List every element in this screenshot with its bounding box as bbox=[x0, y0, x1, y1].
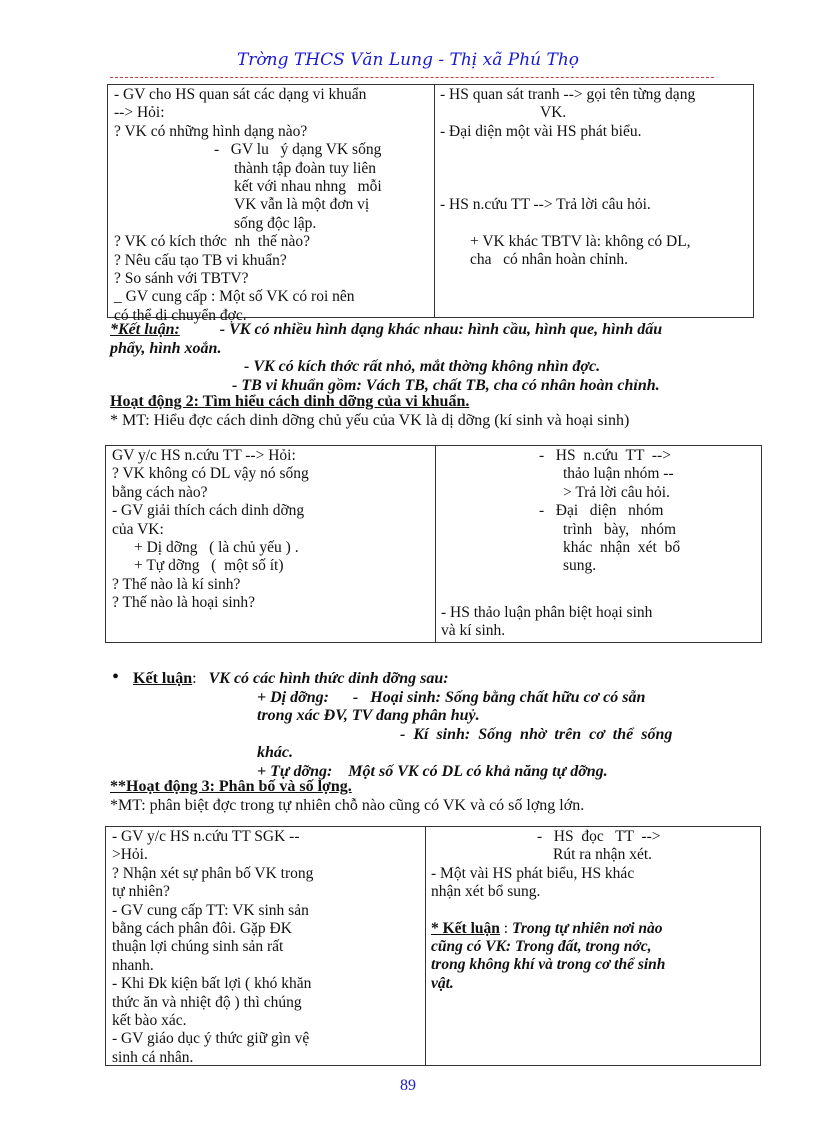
table-line: VK vẫn là một đơn vị bbox=[234, 196, 370, 214]
table-line: ? VK có những hình dạng nào? bbox=[114, 122, 308, 140]
table-line: + Tự dỡng ( một số ít) bbox=[134, 557, 284, 575]
conclusion-line: cũng có VK: Trong đất, trong nớc, bbox=[431, 938, 652, 956]
table-line: ? Thế nào là hoại sinh? bbox=[112, 594, 256, 612]
conclusion-colon: : bbox=[499, 919, 512, 937]
table-line: - GV cho HS quan sát các dạng vi khuẩn bbox=[114, 86, 367, 103]
activity1-table bbox=[107, 84, 754, 324]
conclusion-line: + Tự dỡng: Một số VK có DL có khả năng tự dỡng. bbox=[257, 762, 608, 780]
table-line: nhận xét bổ sung. bbox=[431, 883, 541, 901]
table-line: - GV lu ý dạng VK sống bbox=[214, 141, 382, 159]
table-line: - GV giáo dục ý thức giữ gìn vệ bbox=[112, 1030, 310, 1048]
bullet-icon: • bbox=[112, 666, 120, 688]
table-line: kết bào xác. bbox=[112, 1012, 187, 1030]
page-number: 89 bbox=[400, 1077, 416, 1094]
conclusion-label: Kết luận bbox=[133, 670, 193, 687]
table-line: - HS n.cứu TT --> Trả lời câu hỏi. bbox=[440, 196, 651, 214]
table-line: - Đại diện nhóm bbox=[539, 502, 664, 520]
table-line: thảo luận nhóm -- bbox=[563, 465, 674, 483]
table-line: nhanh. bbox=[112, 956, 154, 974]
table-line: sống độc lập. bbox=[234, 214, 317, 232]
table-line: sung. bbox=[563, 557, 597, 575]
table-line: tự nhiên? bbox=[112, 883, 170, 901]
table-line: - Một vài HS phát biểu, HS khác bbox=[431, 864, 635, 882]
table-line: - HS quan sát tranh --> gọi tên từng dạng bbox=[440, 86, 696, 103]
section-title: Hoạt động 2: Tìm hiểu cách dinh dỡng của vi khuẩn. bbox=[110, 393, 470, 410]
student-column bbox=[435, 446, 763, 642]
table-line: bằng cách nào? bbox=[112, 483, 208, 501]
conclusion-line: + Dị dỡng: - Hoại sinh: Sống bằng chất hữu cơ có sẵn bbox=[257, 688, 646, 706]
conclusion-line: VK có các hình thức dinh dỡng sau: bbox=[208, 670, 449, 687]
table-line: - HS thảo luận phân biệt hoại sinh bbox=[441, 603, 653, 621]
activity2-table bbox=[105, 445, 762, 643]
header-divider bbox=[110, 77, 714, 78]
teacher-column bbox=[108, 85, 434, 324]
conclusion-label: *Kết luận: bbox=[110, 321, 180, 338]
teacher-column bbox=[106, 446, 435, 642]
activity3-table bbox=[105, 826, 761, 1066]
table-line: của VK: bbox=[112, 520, 164, 538]
conclusion-line: phẩy, hình xoắn. bbox=[110, 339, 222, 357]
table-line: và kí sinh. bbox=[441, 622, 506, 640]
table-line: ? Thế nào là kí sinh? bbox=[112, 575, 241, 593]
table-line: + Dị dỡng ( là chủ yếu ) . bbox=[134, 539, 299, 557]
conclusion-line: trong không khí và trong cơ thể sinh bbox=[431, 956, 666, 974]
table-line: - GV giải thích cách dinh dỡng bbox=[112, 502, 305, 520]
conclusion-line: trong xác ĐV, TV đang phân huỷ. bbox=[257, 707, 480, 724]
table-line: - HS n.cứu TT --> bbox=[539, 447, 671, 464]
teacher-column bbox=[106, 827, 425, 1065]
table-line: - Khi Đk kiện bất lợi ( khó khăn bbox=[112, 975, 312, 993]
student-column bbox=[434, 85, 755, 317]
conclusion-line: - TB vi khuẩn gồm: Vách TB, chất TB, cha có nhân hoàn chỉnh. bbox=[232, 376, 660, 394]
table-line: trình bày, nhóm bbox=[563, 520, 677, 538]
conclusion-line: Trong tự nhiên nơi nào bbox=[511, 919, 663, 937]
activity2-heading bbox=[110, 393, 770, 430]
table-line: ? So sánh với TBTV? bbox=[114, 270, 249, 288]
conclusion-line: - Kí sinh: Sống nhờ trên cơ thể sống bbox=[400, 725, 673, 743]
table-line: Rút ra nhận xét. bbox=[553, 846, 653, 864]
table-line: ? VK không có DL vậy nó sống bbox=[112, 465, 309, 483]
conclusion-colon: : bbox=[192, 670, 197, 687]
table-line: - HS đọc TT --> bbox=[537, 828, 661, 845]
page-header: Trờng THCS Văn Lung - Thị xã Phú Thọ bbox=[236, 50, 580, 70]
table-line: thành tập đoàn tuy liên bbox=[234, 159, 377, 177]
conclusion-line: - VK có kích thớc rất nhỏ, mắt thờng không nhìn đợc. bbox=[244, 358, 601, 375]
table-line: thức ăn và nhiệt độ ) thì chúng bbox=[112, 993, 302, 1011]
section-objective: * MT: Hiểu đợc cách dinh dỡng chủ yếu của VK là dị dỡng (kí sinh và hoại sinh) bbox=[110, 411, 630, 429]
conclusion-line: vật. bbox=[431, 974, 454, 992]
table-line: ? Nhận xét sự phân bố VK trong bbox=[112, 864, 314, 882]
table-line: có thể di chuyển đợc. bbox=[114, 306, 247, 324]
table-line: - GV y/c HS n.cứu TT SGK -- bbox=[112, 828, 300, 845]
section-objective: *MT: phân biệt đợc trong tự nhiên chỗ nào cũng có VK và có số lợng lớn. bbox=[110, 796, 585, 814]
table-line: _ GV cung cấp : Một số VK có roi nên bbox=[114, 288, 355, 306]
table-line: cha có nhân hoàn chỉnh. bbox=[470, 251, 628, 269]
student-column bbox=[425, 827, 762, 1065]
table-line: - GV cung cấp TT: VK sinh sản bbox=[112, 901, 309, 919]
table-line: + VK khác TBTV là: không có DL, bbox=[470, 232, 691, 250]
table-line: khác nhận xét bổ bbox=[563, 539, 681, 557]
conclusion-line: - VK có nhiều hình dạng khác nhau: hình cầu, hình que, hình dấu bbox=[219, 321, 663, 338]
section-title: **Hoạt động 3: Phân bố và số lợng. bbox=[110, 778, 352, 795]
conclusion-label: * Kết luận bbox=[431, 919, 500, 937]
table-line: >Hỏi. bbox=[112, 846, 148, 864]
table-line: ? Nêu cấu tạo TB vi khuẩn? bbox=[114, 251, 287, 269]
conclusion-line: khác. bbox=[257, 744, 293, 761]
table-line: sinh cá nhân. bbox=[112, 1048, 194, 1066]
activity3-heading bbox=[110, 778, 770, 815]
table-line: kết với nhau nhng mỗi bbox=[234, 178, 382, 196]
table-line: GV y/c HS n.cứu TT --> Hỏi: bbox=[112, 447, 296, 464]
conclusion2 bbox=[112, 668, 762, 781]
table-line: ? VK có kích thớc nh thế nào? bbox=[114, 233, 311, 251]
table-line: - Đại diện một vài HS phát biểu. bbox=[440, 122, 642, 140]
table-line: VK. bbox=[540, 104, 567, 122]
table-line: bằng cách phân đôi. Gặp ĐK bbox=[112, 920, 292, 938]
table-line: > Trả lời câu hỏi. bbox=[563, 483, 670, 501]
conclusion1 bbox=[110, 321, 760, 395]
table-line: --> Hỏi: bbox=[114, 104, 165, 122]
table-line: thuận lợi chúng sinh sản rất bbox=[112, 938, 284, 956]
table-conclusion bbox=[431, 920, 756, 994]
